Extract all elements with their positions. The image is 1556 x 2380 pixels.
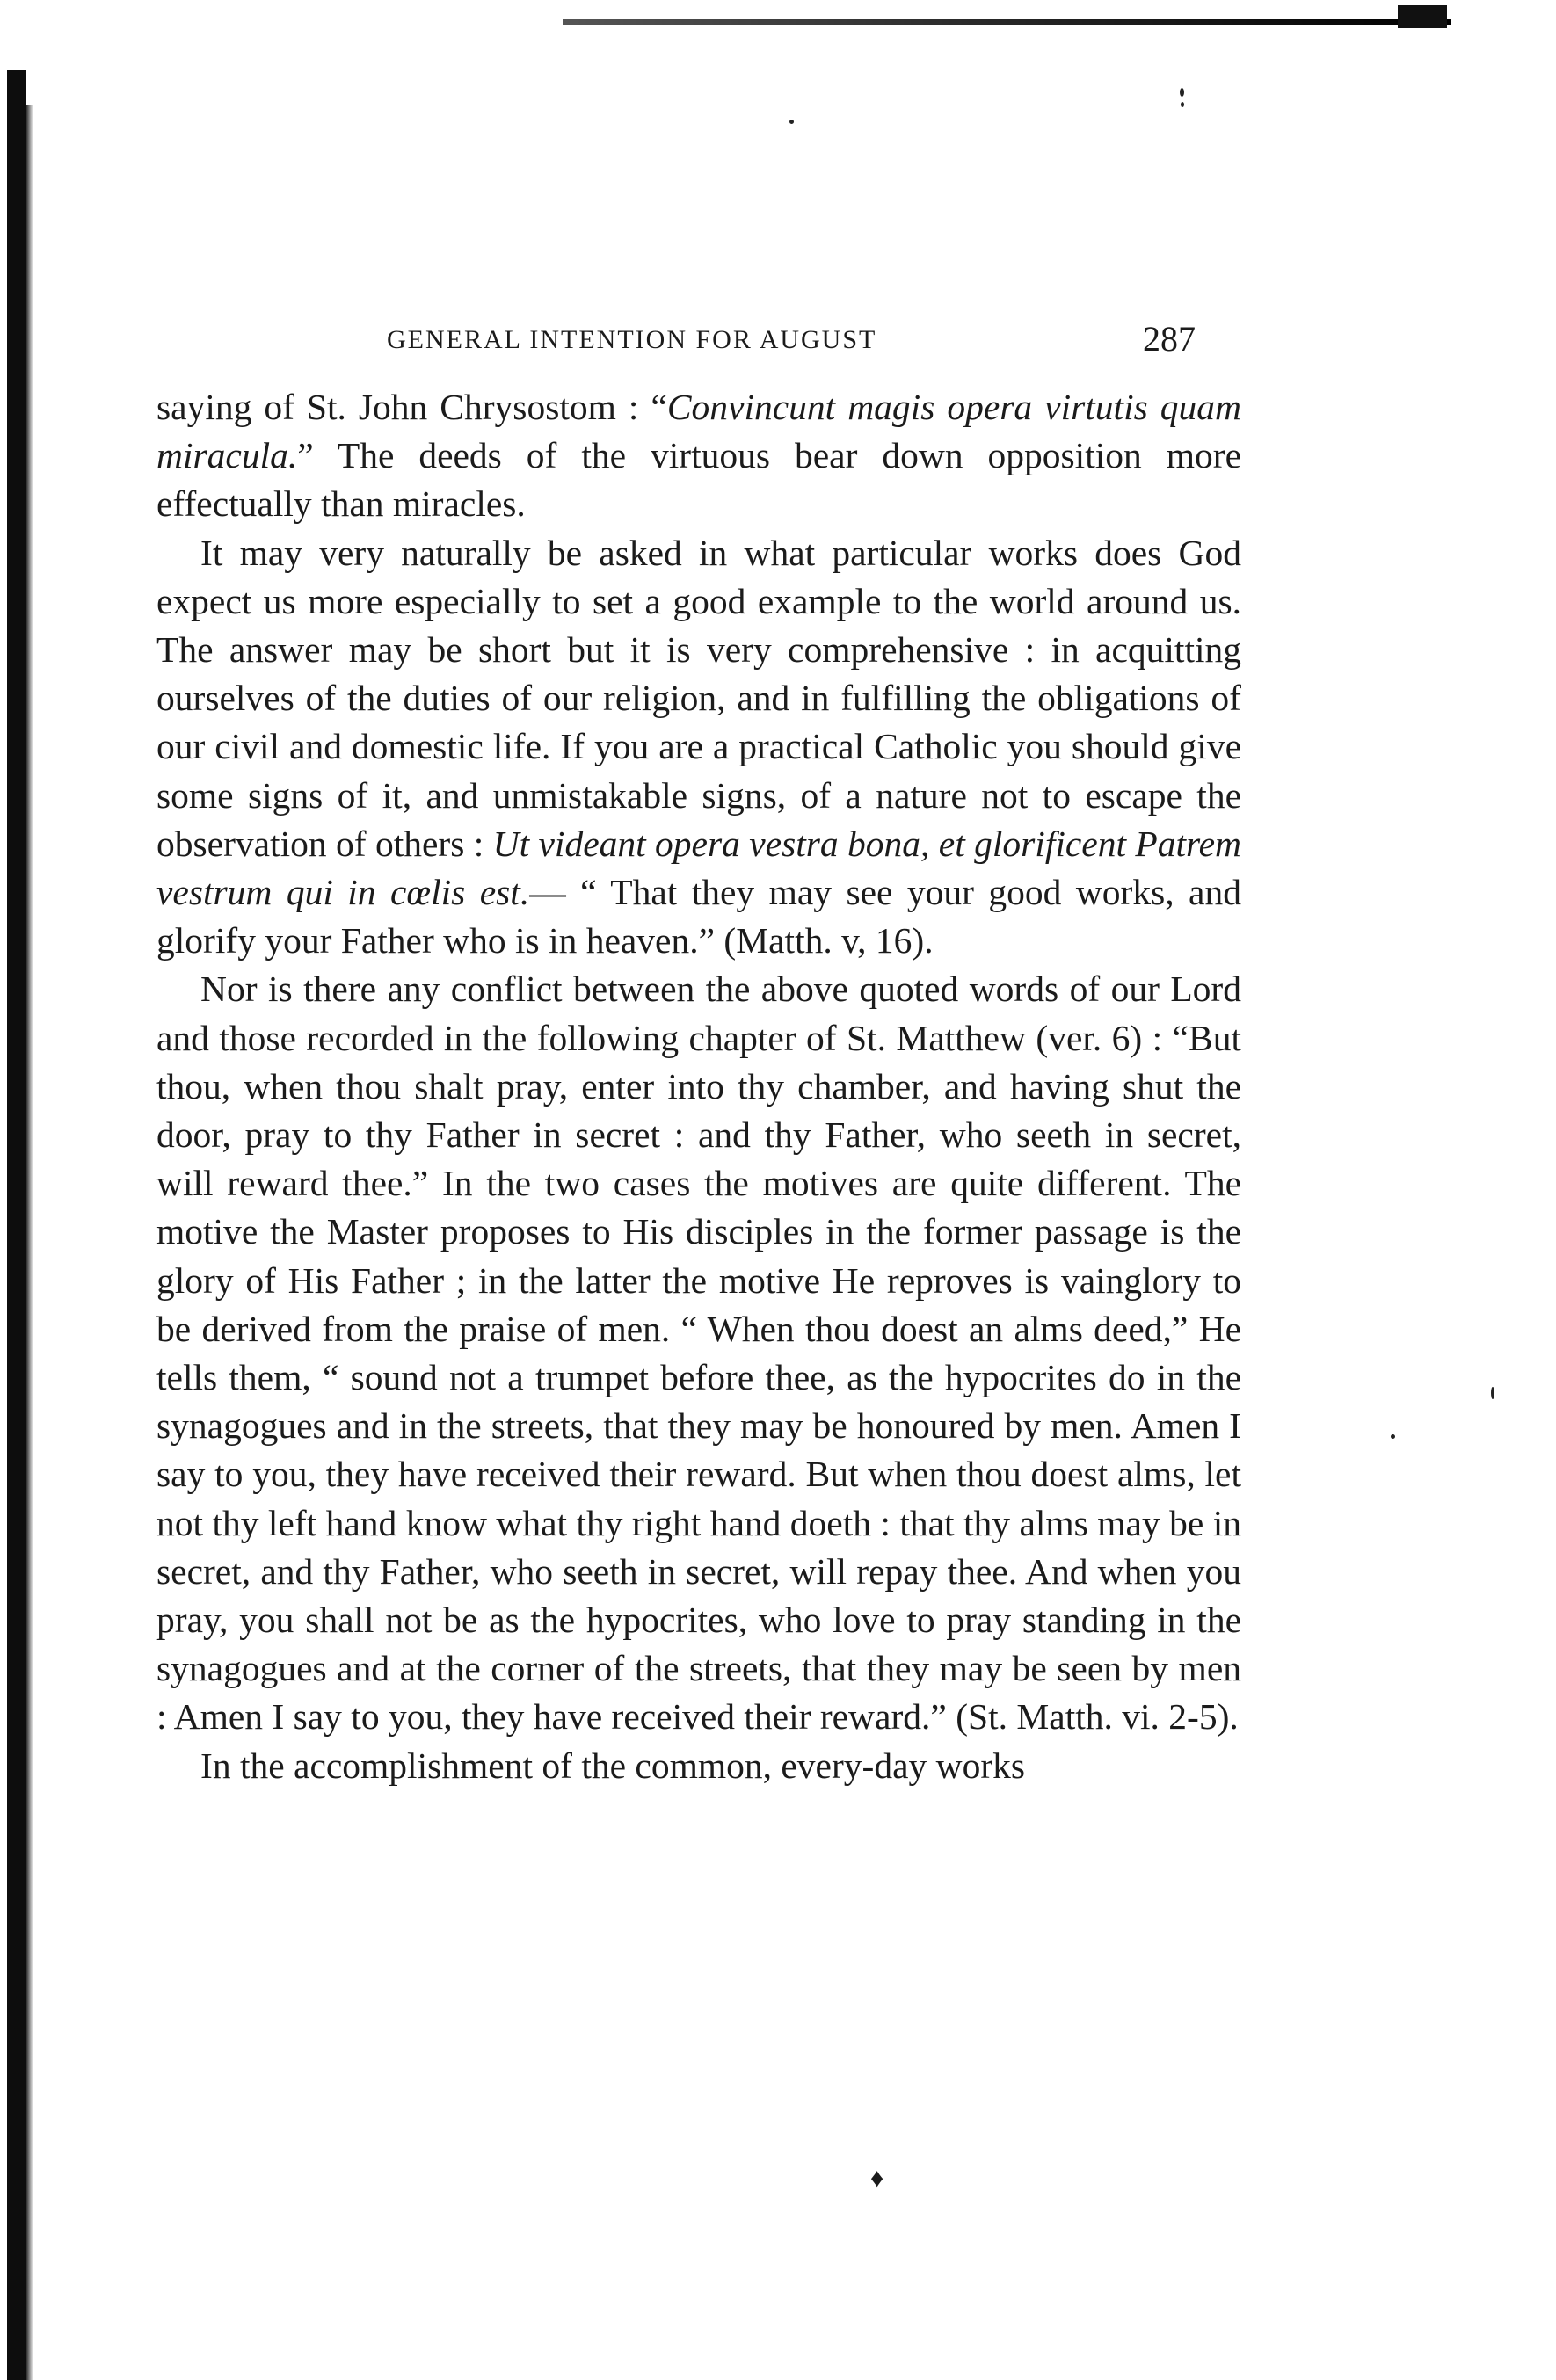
paragraph bbox=[156, 965, 1241, 1741]
paragraph bbox=[156, 529, 1241, 966]
body-text bbox=[156, 383, 1241, 1790]
text-run: In the accomplishment of the common, every-day works bbox=[200, 1745, 1026, 1786]
paragraph bbox=[156, 1742, 1241, 1790]
latin-quotation: Convincunt magis opera virtutis quam miracula. bbox=[156, 387, 1241, 476]
text-run: ” The deeds of the virtuous bear down opposition more effectually than miracles. bbox=[156, 435, 1241, 525]
scan-top-rule bbox=[563, 19, 1451, 25]
scan-top-rule-end bbox=[1398, 5, 1447, 28]
scan-binding-shadow bbox=[7, 70, 26, 2380]
text-run: It may very naturally be asked in what particular works does God expect us more especially to set a good example to the world around us. The answer may be short but it is very comprehensive : in acquitting ourselves of the duties of our religion, and in fulfilling the obligations of our civil and domestic life. If you are a practical Catholic you should give some signs of it, and unmistakable signs, of a nature not to escape the observation of others : bbox=[156, 532, 1241, 864]
latin-quotation: Ut videant opera vestra bona, et glorificent Patrem vestrum qui in cœlis est. bbox=[156, 823, 1241, 913]
paragraph bbox=[156, 383, 1241, 529]
running-title: GENERAL INTENTION FOR AUGUST bbox=[387, 325, 877, 354]
scan-binding-gradient bbox=[26, 105, 33, 2380]
scan-speck bbox=[1181, 102, 1184, 107]
text-run: — “ That they may see your good works, and glorify your Father who is in heaven.” (Matth. v, 16). bbox=[156, 872, 1241, 961]
footer-ornament: ♦ bbox=[870, 2164, 884, 2193]
scan-speck bbox=[1491, 1387, 1494, 1399]
scan-speck bbox=[1180, 88, 1184, 97]
page-number: 287 bbox=[1143, 319, 1196, 359]
text-run: saying of St. John Chrysostom : “ bbox=[156, 387, 667, 427]
scan-speck bbox=[1391, 1434, 1395, 1439]
scan-speck bbox=[789, 120, 794, 124]
text-run: Nor is there any conflict between the above quoted words of our Lord and those recorded in the following chapter of St. Matthew (ver. 6) : “But thou, when thou shalt pray, enter into thy chamber, and having shut the door, pray to thy Father in secret : and thy Father, who seeth in secret, will reward thee.” In the two cases the motives are quite different. The motive the Master proposes to His disciples in the former passage is the glory of His Father ; in the latter the motive He reproves is vainglory to be derived from the praise of men. “ When thou doest an alms deed,” He tells them, “ sound not a trumpet before thee, as the hypocrites do in the synagogues and in the streets, that they may be honoured by men. Amen I say to you, they have received their reward. But when thou doest alms, let not thy left hand know what thy right hand doeth : that thy alms may be in secret, and thy Father, who seeth in secret, will repay thee. And when you pray, you shall not be as the hypocrites, who love to pray standing in the synagogues and at the corner of the streets, that they may be seen by men : Amen I say to you, they have received their reward.” (St. Matth. vi. 2-5). bbox=[156, 969, 1241, 1738]
